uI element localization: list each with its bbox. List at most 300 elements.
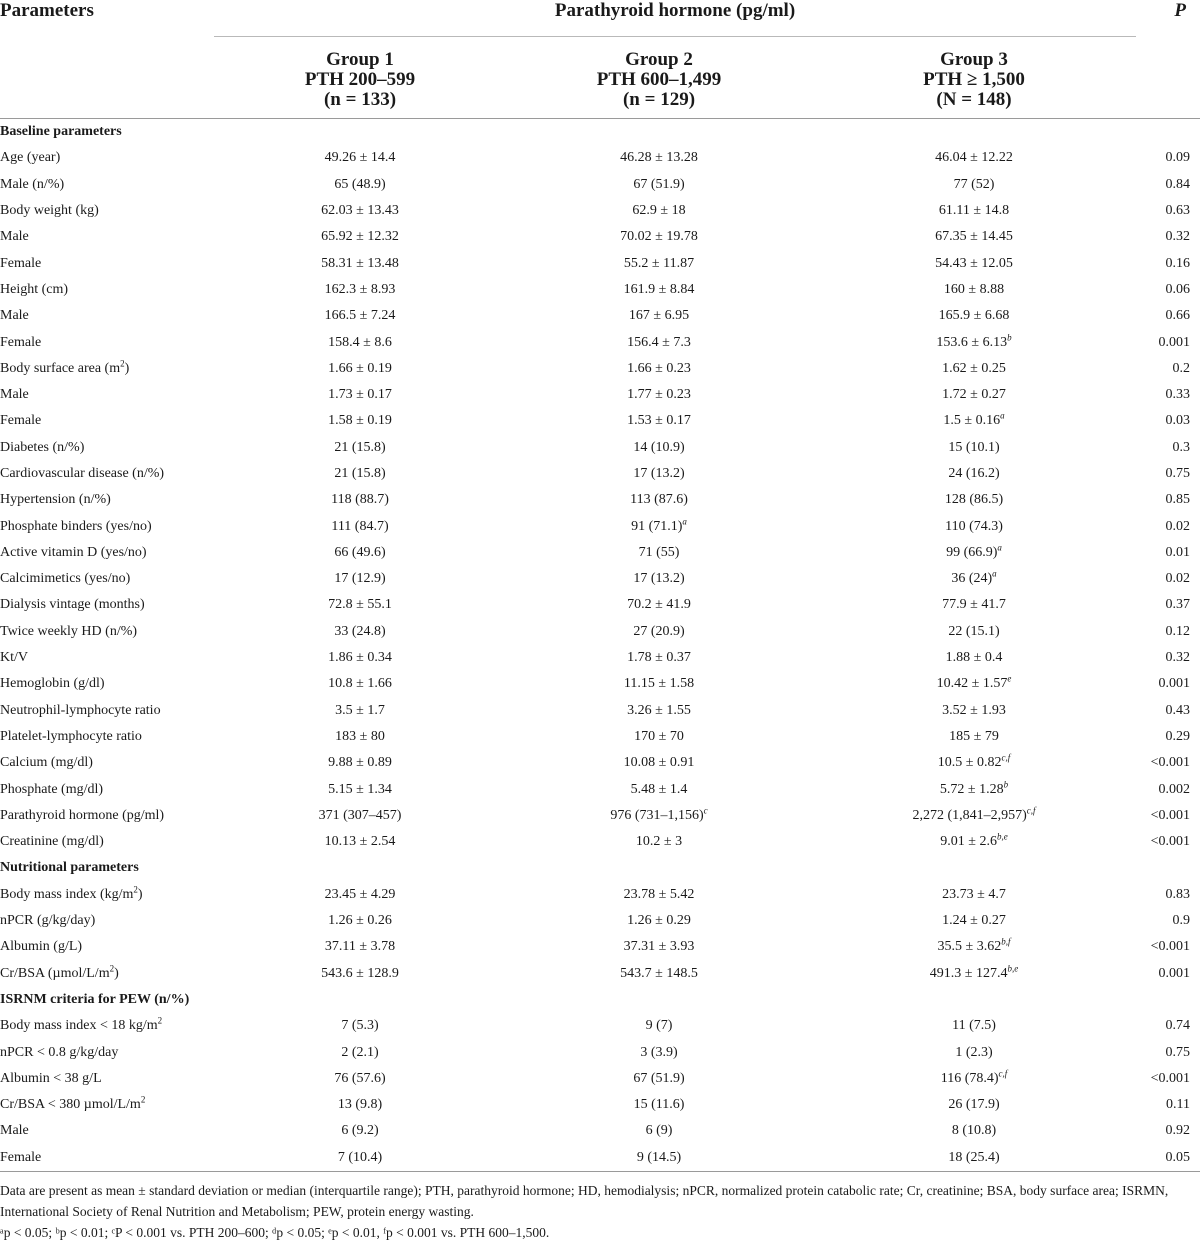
group1-value-text: 5.15 ± 1.34 [328, 781, 392, 797]
group1-value [214, 803, 506, 829]
group1-value-text: 10.13 ± 2.54 [324, 834, 396, 850]
group2-value-text: 1.53 ± 0.17 [627, 413, 691, 429]
group1-value [214, 513, 506, 539]
group2-value-text: 9 (14.5) [636, 1149, 682, 1165]
row-label-text: Phosphate (mg/dl) [0, 781, 104, 797]
group3-value [812, 882, 1136, 908]
group2-value [506, 487, 812, 513]
group3-name: Group 3 [940, 49, 1008, 70]
parameters-header: Parameters [0, 0, 94, 21]
p-value: 0.9 [1172, 913, 1191, 929]
table-row [0, 829, 1200, 855]
group1-value [214, 382, 506, 408]
group3-n: (N = 148) [936, 89, 1012, 110]
significance-superscript: c,f [1001, 752, 1011, 763]
group2-value-text: 46.28 ± 13.28 [620, 150, 698, 166]
group2-value [506, 750, 812, 776]
row-label [0, 724, 214, 750]
table-row [0, 224, 1200, 250]
group1-value-text: 166.5 ± 7.24 [324, 308, 396, 324]
group3-value [812, 303, 1136, 329]
p-value: 0.16 [1165, 255, 1191, 271]
row-label [0, 487, 214, 513]
group1-value-text: 76 (57.6) [334, 1070, 386, 1086]
group3-value [812, 645, 1136, 671]
group3-value [812, 1066, 1136, 1092]
row-label [0, 934, 214, 960]
group2-value [506, 1145, 812, 1172]
group1-value [214, 250, 506, 276]
group2-value-text: 23.78 ± 5.42 [623, 886, 695, 902]
row-label [0, 198, 214, 224]
row-label [0, 619, 214, 645]
group1-value [214, 592, 506, 618]
group1-value-text: 66 (49.6) [334, 544, 386, 560]
group3-value [812, 1145, 1136, 1172]
row-label-text: Neutrophil-lymphocyte ratio [0, 702, 161, 718]
group1-value-text: 1.66 ± 0.19 [328, 360, 392, 376]
table-footnotes [0, 1172, 1200, 1243]
row-label-text: Diabetes (n/%) [0, 439, 85, 455]
row-label-text: Calcimimetics (yes/no) [0, 571, 131, 587]
group1-value [214, 172, 506, 198]
p-value: 0.74 [1165, 1018, 1191, 1034]
table-row [0, 356, 1200, 382]
group3-value [812, 408, 1136, 434]
p-header: P [1174, 0, 1187, 21]
group1-value-text: 6 (9.2) [341, 1123, 379, 1139]
p-value: 0.03 [1165, 413, 1191, 429]
p-value: 0.3 [1172, 439, 1191, 455]
group1-value [214, 566, 506, 592]
group1-value [214, 1013, 506, 1039]
p-value: 0.02 [1165, 571, 1191, 587]
group2-value [506, 934, 812, 960]
row-label [0, 1066, 214, 1092]
row-label-text: Active vitamin D (yes/no) [0, 544, 147, 560]
table-row [0, 645, 1200, 671]
p-value: <0.001 [1150, 834, 1191, 850]
group3-value [812, 513, 1136, 539]
group1-value [214, 750, 506, 776]
group3-value [812, 198, 1136, 224]
group1-value [214, 487, 506, 513]
group2-value [506, 1118, 812, 1144]
group3-value-text: 8 (10.8) [951, 1123, 997, 1139]
row-label-text: Platelet-lymphocyte ratio [0, 728, 142, 744]
pth-header-rule [214, 36, 1136, 37]
row-label [0, 1092, 214, 1118]
table-row [0, 1039, 1200, 1065]
row-label [0, 803, 214, 829]
row-label-text: Cr/BSA (µmol/L/m [0, 965, 110, 981]
group2-value [506, 724, 812, 750]
section-title: ISRNM criteria for PEW (n/%) [0, 991, 190, 1007]
group2-value-text: 1.78 ± 0.37 [627, 650, 691, 666]
group1-name: Group 1 [326, 49, 394, 70]
group2-value-text: 70.2 ± 41.9 [627, 597, 691, 613]
row-label-text: Age (year) [0, 150, 61, 166]
group1-value-text: 162.3 ± 8.93 [324, 281, 396, 297]
group2-value-text: 70.02 ± 19.78 [620, 229, 698, 245]
row-label-text: nPCR < 0.8 g/kg/day [0, 1044, 119, 1060]
significance-superscript: b,e [1007, 962, 1019, 973]
group2-value [506, 645, 812, 671]
row-label-text: Cardiovascular disease (n/%) [0, 466, 165, 481]
significance-superscript: b,f [1001, 936, 1011, 947]
p-value: 0.33 [1165, 387, 1191, 403]
row-label [0, 382, 214, 408]
group3-value-text: 185 ± 79 [949, 728, 999, 744]
row-label-text: Female [0, 334, 42, 350]
significance-superscript: e [1007, 673, 1012, 684]
group1-value-text: 13 (9.8) [337, 1097, 383, 1113]
group1-value [214, 1092, 506, 1118]
row-label-text: Phosphate binders (yes/no) [0, 518, 152, 534]
group1-value-text: 371 (307–457) [318, 807, 402, 823]
group2-value [506, 145, 812, 171]
group3-value-text: 36 (24) [951, 571, 993, 587]
group2-range: PTH 600–1,499 [596, 69, 722, 90]
row-label-text: Male [0, 1123, 29, 1139]
group3-value-text: 1 (2.3) [955, 1044, 993, 1060]
footnote-abbreviations: Data are present as mean ± standard deviation or median (interquartile range); PTH, parathyroid hormone; HD, hemodialysis; nPCR, normalized protein catabolic rate; Cr, creatinine; BSA, body surface area; ISRMN, International Society of Renal Nutrition and Metabolism; PEW, protein energy wasting. [0, 1182, 1169, 1219]
group3-value-text: 61.11 ± 14.8 [938, 203, 1010, 219]
group3-value [812, 356, 1136, 382]
p-value: <0.001 [1150, 939, 1191, 955]
group2-value [506, 566, 812, 592]
group3-value [812, 382, 1136, 408]
group1-value-text: 10.8 ± 1.66 [328, 676, 392, 692]
group1-value [214, 461, 506, 487]
table-row [0, 724, 1200, 750]
group1-value [214, 224, 506, 250]
group1-value-text: 49.26 ± 14.4 [324, 150, 396, 166]
group2-value-text: 15 (11.6) [633, 1097, 685, 1113]
p-value: 0.001 [1158, 676, 1191, 692]
group3-range: PTH ≥ 1,500 [923, 69, 1025, 90]
group3-value [812, 540, 1136, 566]
group2-value [506, 513, 812, 539]
header-row-groups [0, 36, 1200, 119]
group2-value [506, 908, 812, 934]
row-label [0, 224, 214, 250]
table-row [0, 1145, 1200, 1172]
group3-value [812, 277, 1136, 303]
group2-value [506, 592, 812, 618]
group2-value-text: 6 (9) [645, 1123, 673, 1139]
row-label-superscript: 2 [120, 358, 125, 369]
table-row [0, 1118, 1200, 1144]
p-header-empty [1136, 36, 1200, 119]
row-label-end: ) [137, 886, 143, 902]
group1-value [214, 408, 506, 434]
table-row [0, 198, 1200, 224]
row-label [0, 882, 214, 908]
significance-superscript: a [992, 568, 997, 579]
p-value: 0.001 [1158, 965, 1191, 981]
row-label [0, 750, 214, 776]
group1-value-text: 17 (12.9) [334, 571, 386, 587]
row-label [0, 961, 214, 987]
row-label [0, 908, 214, 934]
group2-value-text: 5.48 ± 1.4 [630, 781, 688, 797]
significance-superscript: a [1000, 410, 1005, 421]
group3-value [812, 1013, 1136, 1039]
group1-value [214, 645, 506, 671]
group3-value [812, 461, 1136, 487]
group2-value-text: 543.7 ± 148.5 [620, 965, 698, 981]
group1-value [214, 776, 506, 802]
p-value: 0.11 [1166, 1097, 1191, 1113]
group2-value-text: 14 (10.9) [633, 439, 685, 455]
group1-value-text: 23.45 ± 4.29 [324, 886, 396, 902]
group2-value-text: 91 (71.1) [631, 518, 683, 534]
section-header-row [0, 119, 1200, 146]
pth-header-label: Parathyroid hormone (pg/ml) [554, 0, 796, 21]
group1-value-text: 1.73 ± 0.17 [328, 387, 392, 403]
group2-value [506, 803, 812, 829]
row-label [0, 435, 214, 461]
group1-value-text: 111 (84.7) [331, 518, 389, 534]
group1-value [214, 671, 506, 697]
row-label [0, 592, 214, 618]
group2-value-text: 67 (51.9) [633, 1070, 685, 1086]
group3-value-text: 1.72 ± 0.27 [942, 387, 1006, 403]
row-label-text: Hemoglobin (g/dl) [0, 676, 105, 692]
group2-value-text: 9 (7) [645, 1018, 673, 1034]
p-value: 0.85 [1165, 492, 1191, 508]
table-row [0, 592, 1200, 618]
group2-value [506, 172, 812, 198]
significance-superscript: c,f [1026, 805, 1036, 816]
group2-value-text: 17 (13.2) [633, 466, 685, 481]
row-label [0, 829, 214, 855]
row-label-text: Dialysis vintage (months) [0, 597, 145, 613]
group2-value-text: 3 (3.9) [640, 1044, 678, 1060]
row-label-text: Albumin (g/L) [0, 939, 83, 955]
group3-value-text: 26 (17.9) [948, 1097, 1000, 1113]
row-label-text: Kt/V [0, 650, 28, 666]
p-value: <0.001 [1150, 807, 1191, 823]
group2-value-text: 156.4 ± 7.3 [627, 334, 691, 350]
row-label-text: Parathyroid hormone (pg/ml) [0, 807, 165, 823]
group1-value [214, 1039, 506, 1065]
group3-value [812, 435, 1136, 461]
group2-value-text: 62.9 ± 18 [632, 203, 686, 219]
group2-value-text: 71 (55) [638, 544, 680, 560]
row-label-text: Cr/BSA < 380 µmol/L/m [0, 1097, 141, 1113]
group3-value-text: 67.35 ± 14.45 [935, 229, 1013, 245]
row-label-superscript: 2 [109, 962, 115, 973]
group2-value-text: 1.77 ± 0.23 [627, 387, 691, 403]
p-value: 0.29 [1165, 728, 1191, 744]
group2-value [506, 1013, 812, 1039]
group1-value-text: 1.86 ± 0.34 [328, 650, 392, 666]
row-label [0, 645, 214, 671]
group2-value [506, 961, 812, 987]
group1-value-text: 183 ± 80 [335, 728, 385, 744]
group1-value [214, 145, 506, 171]
table-row [0, 803, 1200, 829]
group2-value [506, 198, 812, 224]
group3-value-text: 77.9 ± 41.7 [942, 597, 1006, 613]
group3-value [812, 1039, 1136, 1065]
group1-value [214, 829, 506, 855]
p-value: 0.002 [1158, 781, 1191, 797]
table-row [0, 908, 1200, 934]
group3-value-text: 153.6 ± 6.13 [936, 334, 1008, 350]
group2-value [506, 303, 812, 329]
group3-value-text: 491.3 ± 127.4 [929, 965, 1008, 981]
group3-value [812, 724, 1136, 750]
group1-value [214, 435, 506, 461]
group2-value [506, 277, 812, 303]
row-label [0, 671, 214, 697]
table-row [0, 566, 1200, 592]
group2-value-text: 11.15 ± 1.58 [623, 676, 695, 692]
group3-value-text: 54.43 ± 12.05 [935, 255, 1013, 271]
group3-value [812, 750, 1136, 776]
group2-value-text: 1.66 ± 0.23 [627, 360, 691, 376]
p-value: 0.84 [1165, 176, 1191, 192]
group2-value-text: 1.26 ± 0.29 [627, 913, 691, 929]
group2-value [506, 619, 812, 645]
group3-value-text: 165.9 ± 6.68 [938, 308, 1010, 324]
group1-value-text: 158.4 ± 8.6 [328, 334, 392, 350]
p-value: 0.2 [1172, 360, 1191, 376]
group3-value-text: 23.73 ± 4.7 [942, 886, 1006, 902]
p-value: 0.001 [1158, 334, 1191, 350]
group1-value [214, 724, 506, 750]
row-label-text: Body weight (kg) [0, 203, 99, 219]
group1-value [214, 198, 506, 224]
table-row [0, 750, 1200, 776]
row-label [0, 461, 214, 487]
group1-value [214, 698, 506, 724]
group1-value [214, 329, 506, 355]
row-label-text: Height (cm) [0, 281, 69, 297]
group3-value [812, 487, 1136, 513]
row-label [0, 1039, 214, 1065]
group1-value-text: 9.88 ± 0.89 [328, 755, 392, 771]
group2-value-text: 37.31 ± 3.93 [623, 939, 695, 955]
group3-value [812, 592, 1136, 618]
row-label-text: Female [0, 255, 42, 271]
group2-value [506, 698, 812, 724]
table-row [0, 408, 1200, 434]
group2-value-text: 161.9 ± 8.84 [623, 281, 695, 297]
group3-value-text: 3.52 ± 1.93 [942, 702, 1006, 718]
group2-value-text: 67 (51.9) [633, 176, 685, 192]
group3-value [812, 329, 1136, 355]
significance-superscript: a [997, 542, 1002, 553]
group3-value-text: 1.24 ± 0.27 [942, 913, 1006, 929]
group-header-empty [0, 36, 214, 119]
group2-value [506, 1066, 812, 1092]
group2-value [506, 1092, 812, 1118]
group2-value-text: 17 (13.2) [633, 571, 685, 587]
group1-value [214, 934, 506, 960]
p-value: <0.001 [1150, 755, 1191, 771]
group2-name: Group 2 [625, 49, 693, 70]
group3-value-text: 9.01 ± 2.6 [940, 834, 997, 850]
p-value: 0.09 [1165, 150, 1191, 166]
row-label [0, 566, 214, 592]
table-row [0, 513, 1200, 539]
table-row [0, 698, 1200, 724]
row-label-end: ) [114, 965, 119, 981]
group2-n: (n = 129) [622, 89, 696, 110]
p-value: 0.05 [1136, 1145, 1200, 1172]
table-row [0, 461, 1200, 487]
group1-value [214, 540, 506, 566]
pth-header [214, 0, 1136, 36]
significance-superscript: a [682, 515, 687, 526]
group1-value-text: 1.58 ± 0.19 [328, 413, 392, 429]
group2-value-text: 167 ± 6.95 [628, 308, 690, 324]
table-row [0, 882, 1200, 908]
group1-value-text: 1.26 ± 0.26 [328, 913, 392, 929]
table-row [0, 1013, 1200, 1039]
row-label-superscript: 2 [133, 884, 138, 895]
p-value: 0.83 [1165, 886, 1191, 902]
group1-value-text: 21 (15.8) [334, 439, 386, 455]
group1-value-text: 72.8 ± 55.1 [328, 597, 392, 613]
group3-value [812, 250, 1136, 276]
group3-value-text: 22 (15.1) [948, 623, 1000, 639]
row-label [0, 513, 214, 539]
group2-value [506, 356, 812, 382]
row-label-superscript: 2 [157, 1015, 163, 1026]
group2-value [506, 461, 812, 487]
table-body [0, 119, 1200, 1172]
group3-value [812, 961, 1136, 987]
group2-value-text: 976 (731–1,156) [610, 807, 704, 823]
group3-value-text: 46.04 ± 12.22 [935, 150, 1013, 166]
row-label-text: Albumin < 38 g/L [0, 1070, 102, 1086]
table-row [0, 671, 1200, 697]
group2-value [506, 882, 812, 908]
p-value: 0.75 [1165, 1044, 1191, 1060]
group3-value-text: 110 (74.3) [945, 518, 1003, 534]
row-label-text: Male (n/%) [0, 176, 65, 192]
group3-value-text: 128 (86.5) [944, 492, 1004, 508]
group1-value [214, 303, 506, 329]
group3-value-text: 5.72 ± 1.28 [939, 781, 1004, 797]
group1-header [214, 36, 506, 119]
group3-value [812, 803, 1136, 829]
row-label-text: Calcium (mg/dl) [0, 755, 93, 771]
group1-value [214, 619, 506, 645]
group3-value [812, 698, 1136, 724]
group2-value-text: 170 ± 70 [634, 728, 684, 744]
significance-superscript: b,e [996, 831, 1008, 842]
group2-value [506, 540, 812, 566]
section-title: Nutritional parameters [0, 860, 139, 876]
p-value: 0.02 [1165, 518, 1191, 534]
row-label-end: ) [124, 360, 130, 376]
group2-header [506, 36, 812, 119]
significance-superscript: b [1007, 331, 1012, 342]
significance-superscript: b [1003, 778, 1009, 789]
table-row [0, 382, 1200, 408]
group3-value [812, 776, 1136, 802]
group2-value [506, 829, 812, 855]
row-label [0, 145, 214, 171]
row-label [0, 1013, 214, 1039]
significance-superscript: c [703, 805, 708, 816]
